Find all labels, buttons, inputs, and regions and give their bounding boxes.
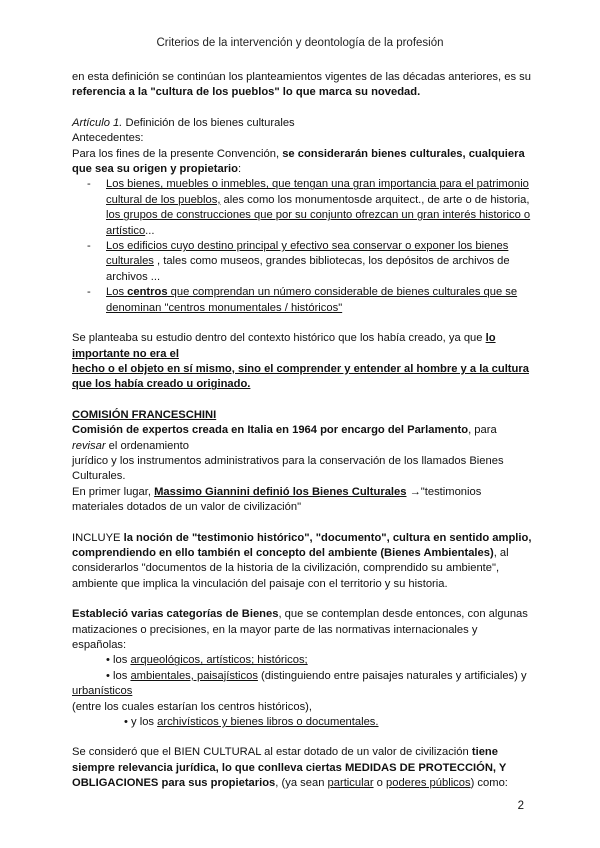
categoria4-bullet: • y los [124,716,158,729]
item2-text: , tales como museos, grandes bibliotecas, los depósitos de archivos de archivos ... [106,255,510,283]
categorias-text: , que se contemplan desde entonces, con algunas matizaciones o precisiones, en la mayor parte de las normativas internacionales y españolas: [72,608,528,651]
categoria-item [72,653,532,668]
bien-text2: , (ya sean [275,777,328,790]
categoria2-text: (distinguiendo entre paisajes naturales y artificiales) y [257,669,527,682]
incluye-text1: INCLUYE [72,531,124,544]
page-content [72,70,532,792]
item1-ellipsis: ... [145,224,155,237]
bien-underline1: particular [327,777,374,790]
intro-paragraph [72,70,532,101]
comision-italic: revisar [72,439,106,452]
item3-text-a: Los [106,286,128,299]
giannini-paragraph [72,485,532,516]
incluye-text2: , al considerarlos "documentos de la historia de la civilización, comprendido su ambiente", ambiente que implica la vinculación del paisaje con el territorio y su historia. [72,546,509,590]
comision-text2: el ordenamiento [105,439,189,452]
bien-paragraph [72,745,532,791]
incluye-paragraph [72,531,532,593]
item3-underline [106,286,517,313]
giannini-text1: En primer lugar, [72,485,155,498]
categoria1-bullet: • los [106,654,131,667]
categoria2-underline: ambientales, paisajísticos [130,669,258,682]
categorias-bold: Estableció varias categorías de Bienes [72,608,279,621]
articulo-text: Para los fines de la presente Convención, [72,147,283,160]
intro-bold: referencia a la "cultura de los pueblos" lo que marca su novedad. [72,86,421,99]
item3-text-b: que comprendan un número considerable de bienes culturales que se denominan "centros monumentales / históricos" [106,286,518,314]
articulo-title: Definición de los bienes culturales [122,116,295,129]
bien-underline2: poderes públicos [386,777,471,790]
planteaba-paragraph-2 [72,362,532,393]
planteaba-text: Se planteaba su estudio dentro del contexto histórico que los había creado, ya que [72,332,486,345]
item1-underline: Los bienes, muebles o inmebles, que tengan una gran importancia para el patrimonio cultural de los pueblos, [106,178,529,206]
articulo-bold: se considerarán bienes culturales, cualquiera que sea su origen y propietario [72,147,525,176]
planteaba-bold1: lo importante no era el [72,332,496,360]
item2-underline: Los edificios cuyo destino principal y efectivo sea conservar o exponer los bienes culturales [106,240,509,268]
categoria2-underline2: urbanísticos [72,685,133,698]
categoria-item [72,715,532,730]
articulo-label: Artículo 1. [72,116,123,129]
categoria1-underline: arqueológicos, artísticos; históricos; [130,654,308,667]
categorias-paragraph [72,607,532,653]
comision-bold: Comisión de expertos creada en Italia en 1964 por encargo del Parlamento [72,424,469,437]
articulo-paragraph [72,147,532,178]
comision-paragraph [72,423,532,454]
articulo-colon: : [238,163,242,176]
categoria2-continuation [72,684,532,699]
comision-heading [72,408,532,423]
planteaba-bold2: hecho o el objeto en sí mismo, sino el comprender y entender al hombre y a la cultura que los había creado u originado. [72,362,529,391]
categoria4-underline: archivísticos y bienes libros o documentales. [157,716,379,729]
categoria-note: (entre los cuales estarían los centros históricos), [72,700,313,713]
page-header: Criterios de la intervención y deontología de la profesión [156,37,444,49]
item3-bold: centros [127,286,168,299]
intro-text: en esta definición se continúan los planteamientos vigentes de las décadas anteriores, es su [72,71,531,83]
incluye-bold: la noción de "testimonio histórico", "documento", cultura en sentido amplio, comprendiendo en ello también el concepto del ambiente (Bienes Ambientales) [72,531,532,559]
antecedentes-label: Antecedentes: [72,132,144,145]
item1-text: ales como los monumentosde arquitect., de arte o de historia, [220,193,530,206]
comision-title: COMISIÓN FRANCESCHINI [72,408,217,421]
giannini-bold: Massimo Giannini definió los Bienes Culturales [154,485,407,498]
item1-underline2: los grupos de construcciones que por su conjunto ofrezcan un gran interés historico o artístico [106,209,531,237]
comision-line2: jurídico y los instrumentos administrativos para la conservación de los llamados Bienes Culturales. [72,454,504,483]
giannini-text2: →"testimonios materiales dotados de un valor de civilización" [72,485,482,514]
categoria2-bullet: • los [106,669,131,682]
bien-text4: ) como: [470,777,508,790]
planteaba-paragraph [72,331,532,362]
comision-text1: , para [468,424,497,437]
page-number: 2 [517,800,524,812]
bien-text1: Se consideró que el BIEN CULTURAL al estar dotado de un valor de civilización [72,746,472,759]
articulo-heading [72,116,532,131]
bien-text3: o [373,777,386,790]
bienes-list [72,177,532,316]
list-item [106,177,532,239]
bien-bold: tiene siempre relevancia jurídica, lo que conlleva ciertas MEDIDAS DE PROTECCIÓN, Y OBLIGACIONES para sus propietarios [72,746,507,790]
list-item [106,285,532,316]
categoria-item [72,669,532,684]
list-item [106,239,532,285]
